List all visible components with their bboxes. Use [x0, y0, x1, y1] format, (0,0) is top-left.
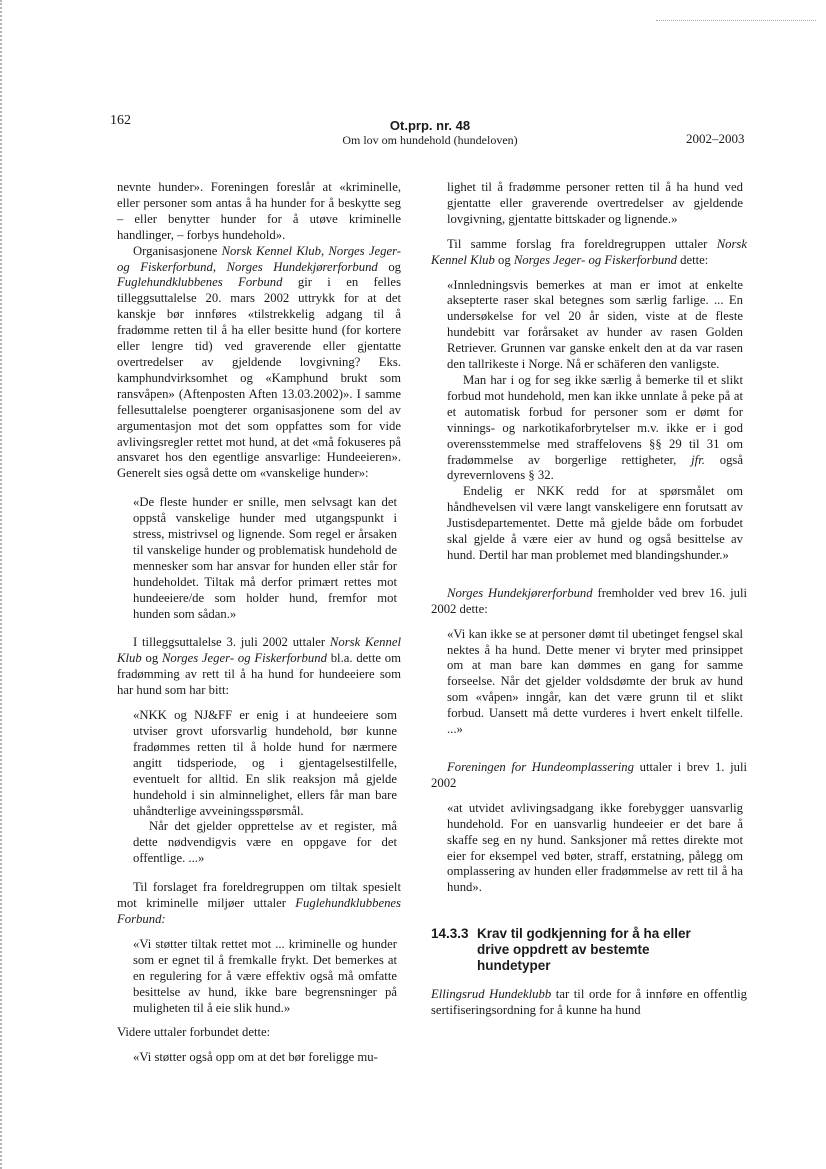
text: Organisasjonene	[133, 243, 222, 258]
block-quote	[447, 373, 743, 484]
organisation-name: Fuglehundklubbenes Forbund	[117, 275, 283, 290]
text: uttaler i brev 1. juli 2002	[431, 760, 747, 790]
organisation-name: Norsk Kennel Klub	[431, 236, 747, 267]
document-title: Ot.prp. nr. 48	[389, 118, 471, 133]
block-quote: «Innledningsvis bemerkes at man er imot at enkelte aksepterte raser skal betegnes som særlig farlige. ... En undersøkelse for vel 20 år siden, viste at de fleste hundebitt var forårsaket av hunder av rasen Golden Retriever. Grunnen var ganske enkelt den at da var rasen den tallrikeste i Norge. Nå er schäferen den vanligste.	[447, 277, 743, 372]
section-title: Krav til godkjenning for å ha eller drive oppdrett av bestemte hundetyper	[477, 926, 691, 974]
text: og	[377, 259, 401, 274]
text: bl.a. dette om fradømming av rett til å ha hund for hundeeiere som har hund som har bitt:	[117, 651, 401, 698]
paragraph	[117, 880, 401, 928]
block-quote: lighet til å fradømme personer retten til å ha hund ved gjentatte eller graverende overtredelser av gjeldende lovgivning, gjentatte bittskader og lignende.»	[447, 180, 743, 226]
reference-abbreviation: jfr.	[691, 452, 705, 467]
organisation-name: Norges Jeger- og Fiskerforbund	[513, 252, 677, 267]
left-column	[117, 180, 401, 1066]
paragraph: Videre uttaler forbundet dette:	[117, 1025, 271, 1040]
right-column	[431, 180, 747, 1019]
text: Til forslaget fra foreldregruppen om tiltak spesielt mot kriminelle miljøer uttaler	[117, 880, 401, 911]
page-number: 162	[110, 113, 131, 128]
block-quote: Når det gjelder opprettelse av et register, må dette nødvendigvis være en oppgave for det offentlige. ...»	[133, 819, 397, 866]
organisation-name: Norges Hundekjørerforbund	[447, 585, 593, 600]
document-subtitle: Om lov om hundehold (hundeloven)	[342, 132, 518, 147]
document-year: 2002–2003	[686, 131, 745, 146]
text: dette:	[676, 252, 709, 267]
text: også dyrevernlovens § 32.	[447, 452, 743, 483]
paragraph: nevnte hunder». Foreningen foreslår at «kriminelle, eller personer som antas å ha hunder for å beskytte seg – eller benytter hunder for å utøve kriminelle handlinger, – forbys hundehold».	[117, 180, 401, 242]
text: I tilleggsuttalelse 3. juli 2002 uttaler	[133, 635, 330, 650]
text: fremholder ved brev 16. juli 2002 dette:	[431, 585, 747, 616]
organisation-name: Norsk Kennel Klub	[117, 635, 401, 666]
block-quote: «NKK og NJ&FF er enig i at hundeeiere som utviser grovt uforsvarlig hundehold, bør kunne fradømmes retten til å holde hund for nærmere angitt tidsperiode, og i gjentagelsestilfelle, eventuelt for alltid. En slik reaksjon må gjelde hundehold i sin alminnelighet, ellers får man bare uhåndterlige avveiningsspørsmål.	[133, 708, 397, 818]
text: gir i en felles tilleggsuttalelse 20. mars 2002 uttrykk for at det kanskje bør innføres «tilstrekkelig adgang til å fradømme retten til å ha eller besitte hund (for kortere eller lengre tid) ved graverende eller gjentatte overtredelser av gjeldende lovgivning? Eks. kamphundvirksomhet og «Kamphund brukt som ransvåpen» (Aftenposten Aften 13.03.2002)». I samme fellesuttalelse poengterer organisasjonene som del av argumentasjon mot det som oppfattes som for vide avlivingsregler rettet mot hund, at det «må fokuseres på ansvaret hos den egentlige ansvarlige: Hundeeieren». Generelt sies også dette om «vanskelige hunder»:	[117, 275, 402, 481]
organisation-name: Foreningen for Hundeomplassering	[447, 760, 634, 774]
paragraph	[431, 987, 747, 1019]
block-quote: «De fleste hunder er snille, men selvsagt kan det oppstå vanskelige hunder med utgangspunkt i stress, mistrivsel og lignende. Som regel er årsaken til vanskelige hunder og problematisk hundehold de mennesker som har ansvar for hunden eller står for hundeholdet. Tiltak må derfor primært rettes mot hundeeiere/de som holder hund, fremfor mot hunden som sådan.»	[133, 495, 397, 621]
text: og	[494, 252, 514, 267]
paragraph	[431, 586, 747, 618]
paragraph	[431, 760, 747, 792]
paragraph	[117, 635, 401, 699]
text: tar til orde for å innføre en offentlig sertifiseringsordning for å kunne ha hund	[431, 987, 748, 1018]
block-quote: «at utvidet avlivingsadgang ikke forebygger uansvarlig hundehold. For en uansvarlig hundeeier er det bare å skaffe seg en ny hund. Sanksjoner må rettes direkte mot eier for eksempel ved bøter, straff, erstatning, pålegg om omplassering av hunden eller fradømmelse av rett til å ha hund».	[447, 800, 743, 895]
block-quote: Endelig er NKK redd for at spørsmålet om håndhevelsen vil være langt vanskeligere enn forutsatt av Justisdepartementet. Dette må gjelde både om forbudet skal gjelde å være eier av hund og også besittelse av hund. Dertil har man problemet med blandingshunder.»	[447, 484, 743, 562]
paragraph	[117, 244, 401, 483]
block-quote: «Vi støtter også opp om at det bør foreligge mu-	[133, 1050, 378, 1065]
block-quote: «Vi støtter tiltak rettet mot ... kriminelle og hunder som er egnet til å fremkalle frykt. Det bemerkes at en regulering for å være effektiv også må omfatte besittelse av hund, ikke bare begrensninger på muligheten til å eie slik hund.»	[133, 936, 397, 1015]
organisation-name: Ellingsrud Hundeklubb	[431, 987, 552, 1002]
text: Man har i og for seg ikke særlig å bemerke til et slikt forbud mot hundehold, men kan ikke unnlate å peke på at et automatisk forbud for personer som er dømt for vinnings- og narkotikaforbrytelser m.v. ikke er i god overensstemmelse med straffelovens §§ 29 til 31 om fradømmelse av borgerlige rettigheter,	[447, 372, 743, 467]
scan-edge-top	[656, 20, 816, 22]
organisation-name: Norges Jeger- og Fiskerforbund	[161, 651, 327, 666]
text: Til samme forslag fra foreldregruppen uttaler	[447, 236, 717, 251]
text: og	[141, 651, 162, 666]
section-number: 14.3.3	[431, 926, 469, 942]
running-header	[300, 119, 560, 148]
organisation-name: Fuglehundklubbenes Forbund:	[117, 896, 401, 926]
organisation-name: Norsk Kennel Klub, Norges Jeger- og Fiskerforbund, Norges Hundekjørerforbund	[117, 243, 401, 274]
block-quote: «Vi kan ikke se at personer dømt til ubetinget fengsel skal nektes å ha hund. Dette mener vi bryter med prinsippet om at man bare kan dømmes en gang for samme forseelse. Når det gjelder voldsdømte der bruk av hund som «våpen» inngår, kan det være grunn til et slikt forbud. Uansett må dette vurderes i hvert enkelt tilfelle. ...»	[447, 626, 743, 737]
paragraph	[431, 237, 747, 269]
section-heading	[431, 926, 747, 974]
scan-edge-left	[0, 0, 8, 1169]
